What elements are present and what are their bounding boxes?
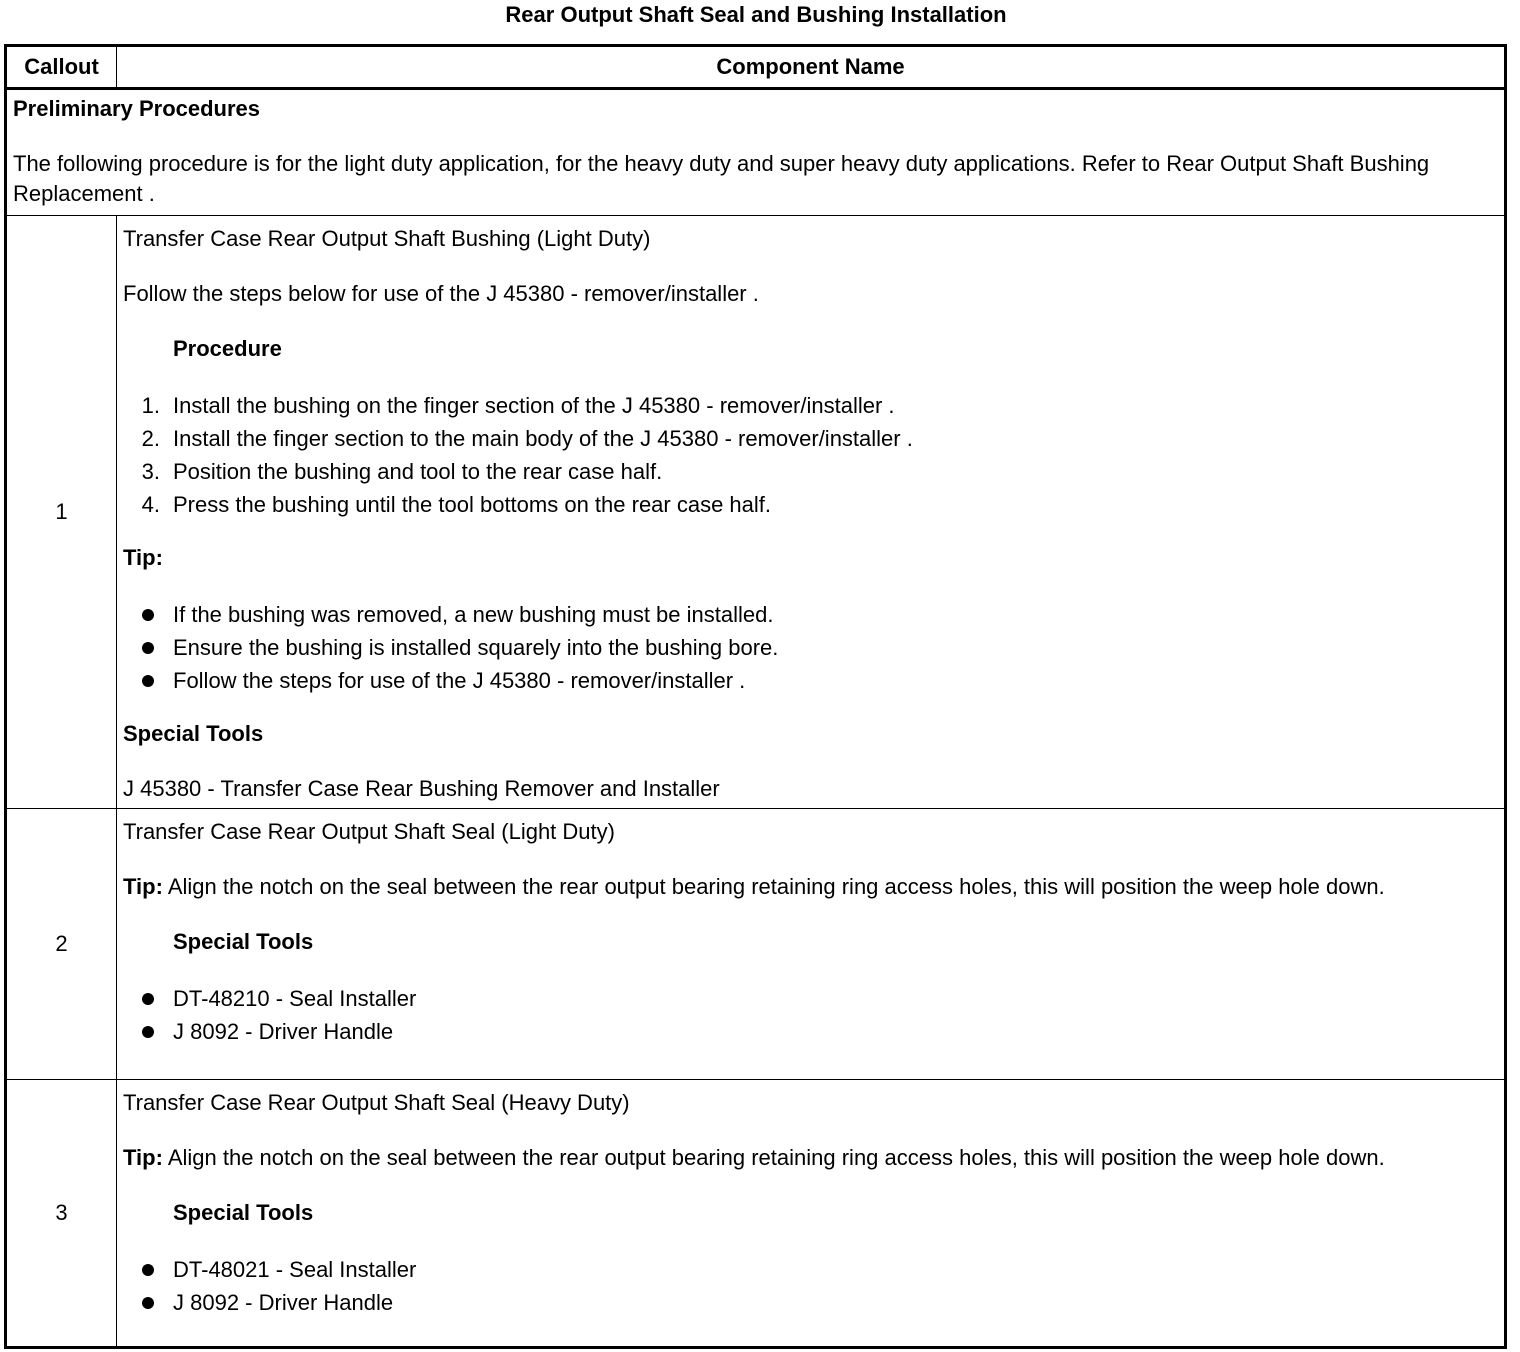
table-row bbox=[6, 809, 1506, 1080]
list-item: 2. Install the finger section to the main body of the J 45380 - remover/installer . bbox=[141, 426, 913, 451]
table-row bbox=[6, 216, 1506, 809]
list-item bbox=[123, 1015, 1498, 1048]
special-tools-heading: Special Tools bbox=[123, 721, 264, 746]
list-item bbox=[123, 664, 1498, 697]
bullet-icon bbox=[142, 993, 154, 1005]
tip-text: Align the notch on the seal between the rear output bearing retaining ring access holes, this will position the weep hole down. bbox=[162, 874, 1385, 899]
component-name: Transfer Case Rear Output Shaft Seal (Heavy Duty) bbox=[123, 1090, 630, 1115]
page-title: Rear Output Shaft Seal and Bushing Installation bbox=[505, 2, 1007, 27]
component-name: Transfer Case Rear Output Shaft Seal (Light Duty) bbox=[123, 819, 615, 844]
bullet-icon bbox=[142, 675, 154, 687]
tool-text: DT-48210 - Seal Installer bbox=[173, 986, 417, 1011]
bullet-icon bbox=[142, 1264, 154, 1276]
bullet-icon bbox=[142, 642, 154, 654]
callout-header: Callout bbox=[6, 46, 117, 89]
tools-list bbox=[123, 982, 1498, 1048]
callout-number: 1 bbox=[6, 216, 117, 809]
list-item bbox=[123, 631, 1498, 664]
step-text: Install the finger section to the main body of the J 45380 - remover/installer . bbox=[173, 426, 913, 451]
procedure-table bbox=[4, 44, 1507, 1349]
tip-label: Tip: bbox=[123, 874, 163, 899]
bullet-icon bbox=[142, 1297, 154, 1309]
tip-label: Tip: bbox=[123, 545, 163, 570]
procedure-steps bbox=[123, 389, 1498, 521]
callout-number: 3 bbox=[6, 1080, 117, 1348]
bullet-icon bbox=[142, 1026, 154, 1038]
bullet-icon bbox=[142, 609, 154, 621]
list-item bbox=[123, 1286, 1498, 1319]
list-item: 3. Position the bushing and tool to the rear case half. bbox=[141, 459, 663, 484]
table-header-row bbox=[6, 46, 1506, 89]
component-name: Transfer Case Rear Output Shaft Bushing (Light Duty) bbox=[123, 226, 651, 251]
component-name-header: Component Name bbox=[117, 46, 1506, 89]
tool-text: DT-48021 - Seal Installer bbox=[173, 1257, 417, 1282]
tip-list bbox=[123, 598, 1498, 697]
tool-text: J 8092 - Driver Handle bbox=[173, 1290, 394, 1315]
tip-text: Follow the steps for use of the J 45380 - remover/installer . bbox=[173, 668, 746, 693]
tool-text: J 8092 - Driver Handle bbox=[173, 1019, 394, 1044]
table-row bbox=[6, 1080, 1506, 1348]
special-tools-heading: Special Tools bbox=[173, 929, 314, 954]
tip-text: If the bushing was removed, a new bushing must be installed. bbox=[173, 602, 774, 627]
tip-paragraph bbox=[123, 872, 1498, 902]
intro-text: Follow the steps below for use of the J 45380 - remover/installer . bbox=[123, 281, 759, 306]
preliminary-row bbox=[6, 89, 1506, 216]
list-item: 1. Install the bushing on the finger section of the J 45380 - remover/installer . bbox=[141, 393, 895, 418]
tools-list bbox=[123, 1253, 1498, 1319]
list-item: 4. Press the bushing until the tool bottoms on the rear case half. bbox=[141, 492, 772, 517]
list-item bbox=[123, 598, 1498, 631]
step-text: Position the bushing and tool to the rear case half. bbox=[173, 459, 663, 484]
callout-number: 2 bbox=[6, 809, 117, 1080]
special-tools-heading: Special Tools bbox=[173, 1200, 314, 1225]
step-text: Press the bushing until the tool bottoms on the rear case half. bbox=[173, 492, 772, 517]
tip-text: Align the notch on the seal between the rear output bearing retaining ring access holes, this will position the weep hole down. bbox=[162, 1145, 1385, 1170]
special-tools-text: J 45380 - Transfer Case Rear Bushing Remover and Installer bbox=[123, 776, 720, 801]
tip-paragraph bbox=[123, 1143, 1498, 1173]
procedure-heading: Procedure bbox=[173, 336, 282, 361]
tip-label: Tip: bbox=[123, 1145, 163, 1170]
preliminary-heading: Preliminary Procedures bbox=[13, 96, 261, 121]
tip-text: Ensure the bushing is installed squarely into the bushing bore. bbox=[173, 635, 779, 660]
list-item bbox=[123, 982, 1498, 1015]
step-text: Install the bushing on the finger section of the J 45380 - remover/installer . bbox=[173, 393, 895, 418]
list-item bbox=[123, 1253, 1498, 1286]
preliminary-text: The following procedure is for the light duty application, for the heavy duty and super heavy duty applications. Refer to Rear Output Shaft Bushing Replacement . bbox=[13, 151, 1430, 206]
